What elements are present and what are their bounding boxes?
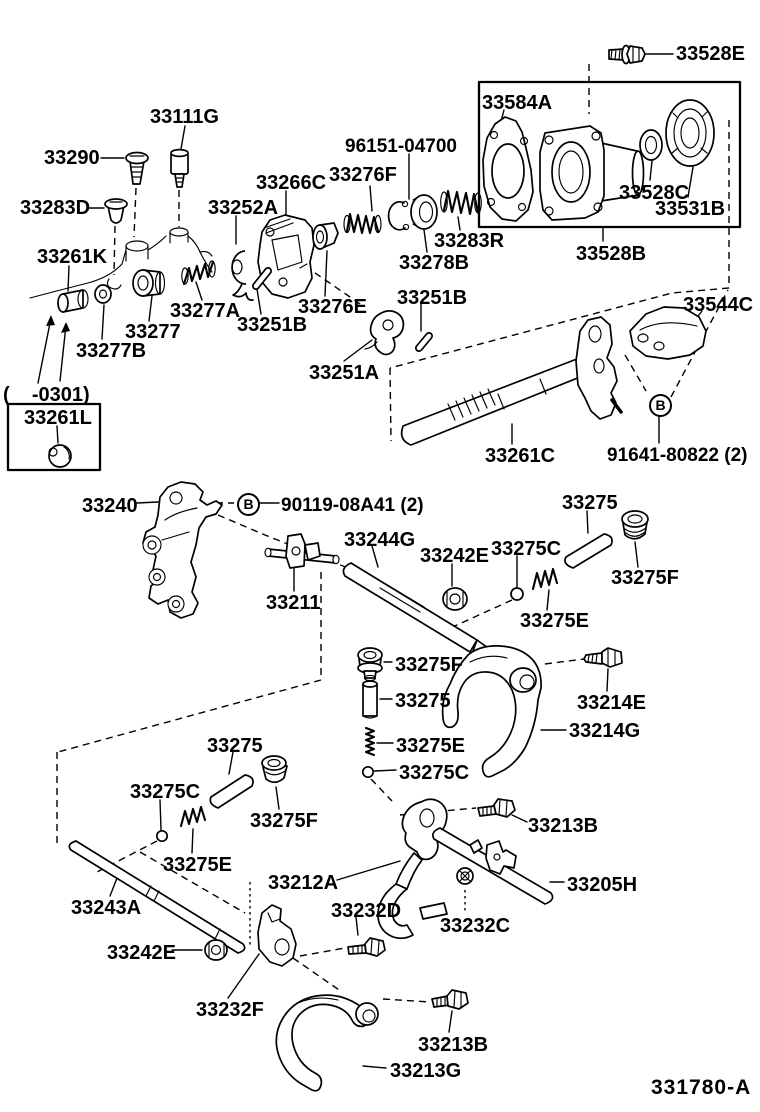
plate-33232F <box>258 905 296 966</box>
part-label-33278B: 33278B <box>399 252 470 274</box>
extension-housing-33528B <box>540 126 644 220</box>
bolt-33213B-upper <box>478 799 515 817</box>
part-label-96151-04700: 96151-04700 <box>345 136 457 157</box>
part-label-33214E: 33214E <box>577 692 646 714</box>
part-label-33275F-right: 33275F <box>611 567 679 589</box>
part-label-33544C: 33544C <box>683 294 754 316</box>
fork-33213G <box>276 995 378 1091</box>
cap-33275F-left <box>262 756 287 782</box>
part-label-33531B: 33531B <box>655 198 726 220</box>
seal-33531B <box>666 100 714 166</box>
drawing-code: 331780-A <box>651 1076 752 1099</box>
spring-33275E-right <box>533 569 557 589</box>
spring-33283R <box>441 191 482 214</box>
interlock-body-33266C <box>258 215 314 298</box>
ring-33277B <box>95 285 111 303</box>
shaft-33205H <box>433 828 553 904</box>
rod-33244G <box>343 563 488 656</box>
spring-33277A <box>182 261 215 284</box>
part-label-33275E-mid: 33275E <box>396 735 465 757</box>
part-label-33275-right: 33275 <box>562 492 618 514</box>
pin-33275-mid <box>363 681 377 718</box>
bushing-33277 <box>133 270 165 296</box>
switch-33111G <box>171 150 188 187</box>
spring-33275E-left <box>181 807 205 826</box>
part-label-33214G: 33214G <box>569 720 641 742</box>
part-label-33528B: 33528B <box>576 243 647 265</box>
bolt-callout-b-left: B <box>237 493 260 516</box>
bushing-33261K <box>58 290 88 312</box>
part-label-33211: 33211 <box>266 592 321 614</box>
part-label-33243A: 33243A <box>71 897 142 919</box>
part-label-33251B-lower: 33251B <box>237 314 308 336</box>
part-label-33276E: 33276E <box>298 296 367 318</box>
part-label-33212A: 33212A <box>268 872 339 894</box>
snap-ring-96151 <box>389 201 409 229</box>
washer-33278B <box>411 195 437 229</box>
part-label-33252A: 33252A <box>208 197 279 219</box>
nut-33242E-bottom <box>205 940 227 960</box>
bolt-33214E <box>584 648 622 667</box>
bolt-33213B-lower <box>432 990 468 1009</box>
note-arrows <box>38 315 70 383</box>
part-label-33261K: 33261K <box>37 246 108 268</box>
part-label-33528C: 33528C <box>619 182 690 204</box>
part-label-33205H: 33205H <box>567 874 638 896</box>
part-label-33275E-right: 33275E <box>520 610 589 632</box>
part-label-33251A: 33251A <box>309 362 380 384</box>
part-label-33232D: 33232D <box>331 900 402 922</box>
pin-33275-left <box>210 775 253 808</box>
ball-33275C-right <box>511 588 523 600</box>
bolt-callout-b-right: B <box>649 394 672 417</box>
part-label-90119-08A41: 90119-08A41 (2) <box>281 495 424 516</box>
part-label-33528E: 33528E <box>676 43 745 65</box>
plug-33283D <box>105 199 127 223</box>
part-label-33242E-bottom: 33242E <box>107 942 176 964</box>
bolt-33528E <box>609 46 645 64</box>
part-label-33261L: 33261L <box>24 407 92 429</box>
clip-33252A <box>232 251 253 300</box>
ring-33232C <box>457 868 473 884</box>
part-label-33261C: 33261C <box>485 445 556 467</box>
part-label-33242E-right: 33242E <box>420 545 489 567</box>
part-label-33266C: 33266C <box>256 172 327 194</box>
part-label-33277B: 33277B <box>76 340 147 362</box>
pin-33251B-right <box>419 336 429 348</box>
part-label-33111G: 33111G <box>150 106 219 128</box>
fork-33251A <box>365 311 403 355</box>
pin-33275-right <box>565 534 612 568</box>
part-label-33275E-left: 33275E <box>163 854 232 876</box>
part-label-33213B-upper: 33213B <box>528 815 599 837</box>
part-label-33275C-right: 33275C <box>491 538 562 560</box>
part-label-33275C-left: 33275C <box>130 781 201 803</box>
plug-33290 <box>126 153 148 185</box>
ball-33275C-mid <box>363 767 373 777</box>
part-label-33277A: 33277A <box>170 300 241 322</box>
part-label-33283D: 33283D <box>20 197 91 219</box>
cap-33275F-right <box>622 511 648 539</box>
spring-33276F <box>344 214 381 233</box>
bolt-33232D <box>348 938 385 956</box>
note-production-range: ( -0301) <box>3 384 90 406</box>
part-label-33244G: 33244G <box>344 529 416 551</box>
part-label-33275-left: 33275 <box>207 735 263 757</box>
spring-33275E-mid <box>366 728 374 755</box>
part-label-33240: 33240 <box>82 495 138 517</box>
part-label-33275F-left: 33275F <box>250 810 318 832</box>
nut-33242E-right <box>443 588 467 610</box>
part-label-33232F: 33232F <box>196 999 264 1021</box>
part-label-33276F: 33276F <box>329 164 397 186</box>
part-label-33275-mid: 33275 <box>395 690 451 712</box>
plug-33276E <box>313 223 338 249</box>
part-label-33232C: 33232C <box>440 915 511 937</box>
ball-33275C-left <box>157 831 167 841</box>
part-label-91641-80822: 91641-80822 (2) <box>607 445 748 466</box>
part-label-33275C-mid: 33275C <box>399 762 470 784</box>
gasket-33584A <box>483 117 533 221</box>
part-label-33277: 33277 <box>125 321 181 343</box>
part-label-33251B-upper: 33251B <box>397 287 468 309</box>
part-label-33290: 33290 <box>44 147 100 169</box>
part-label-33283R: 33283R <box>434 230 505 252</box>
part-label-33213G: 33213G <box>390 1060 462 1082</box>
part-label-33275F-mid: 33275F <box>395 654 463 676</box>
ring-33528C <box>640 130 662 160</box>
part-label-33584A: 33584A <box>482 92 553 114</box>
part-label-33213B-lower: 33213B <box>418 1034 489 1056</box>
cap-33275F-mid <box>358 648 382 681</box>
